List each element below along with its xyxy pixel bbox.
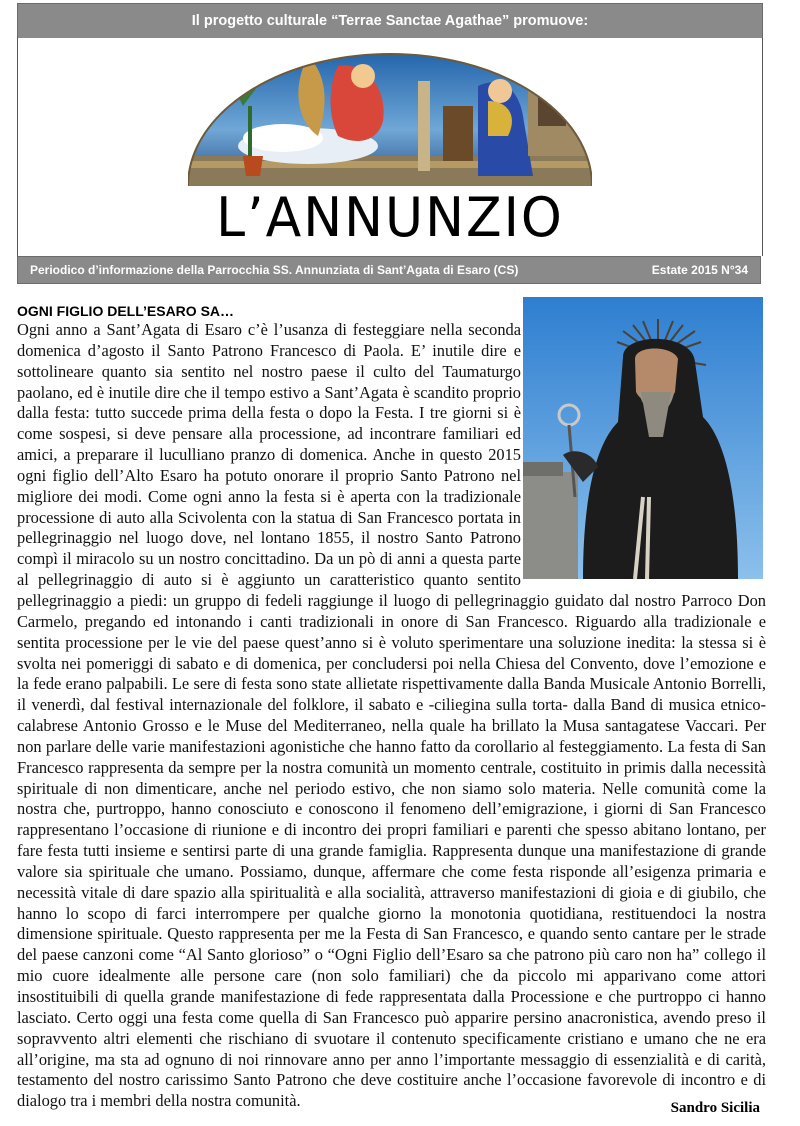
subtitle-banner	[17, 256, 761, 284]
article-author: Sandro Sicilia	[670, 1100, 760, 1116]
article-title: OGNI FIGLIO DELL’ESARO SA…	[17, 303, 235, 319]
annunciation-fresco-image	[188, 46, 592, 186]
masthead	[17, 38, 763, 256]
banner-text: Il progetto culturale “Terrae Sanctae Agathae” promuove:	[191, 13, 589, 29]
top-banner	[17, 3, 763, 39]
issue-label: Estate 2015 N°34	[651, 263, 748, 277]
masthead-title: L’ANNUNZIO	[216, 186, 564, 250]
photo-spacer	[521, 320, 766, 578]
subtitle-text: Periodico d’informazione della Parrocchia SS. Annunziata di Sant’Agata di Esaro (CS)	[30, 263, 519, 277]
article-body-text: Ogni anno a Sant’Agata di Esaro c’è l’usanza di festeggiare nella seconda domenica d’agosto il Santo Patrono Francesco di Paola. E’ inutile dire e sottolineare quanto sia sentito nel nostro paese il culto del Taumaturgo paolano, ed è inutile dire che il tempo estivo a Sant’Agata è scandito proprio dalla festa: tutto succede prima della festa o dopo la Festa. I tre giorni si è come sospesi, si deve pensare alla processione, ad incontrare familiari ed amici, a preparare il luculliano pranzo di domenica. Anche in questo 2015 ogni figlio dell’Alto Esaro ha potuto onorare il proprio Santo Patrono nel migliore dei modi. Come ogni anno la festa si è aperta con la tradizionale processione di auto alla Scivolenta con la statua di San Francesco portata in pellegrinaggio nel luogo dove, nel lontano 1855, il nostro Santo Patrono compì il miracolo su un nostro concittadino. Da un pò di anni a questa parte al pellegrinaggio di auto si è aggiunto un caratteristico quanto sentito pellegrinaggio a piedi: un gruppo di fedeli raggiunge il luogo di pellegrinaggio guidato dal nostro Parroco Don Carmelo, pregando ed intonando i canti tradizionali in onore di San Francesco. Riguardo alla tradizionale e sentita processione per le vie del paese quest’anno si è voluto sperimentare una soluzione inedita: la stessa si è svolta nei pomeriggi di sabato e di domenica, per concludersi poi nella Chiesa del Convento, dove l’emozione e la fede erano palpabili. Le sere di festa sono state allietate rispettivamente dalla Banda Musicale Antonio Borrelli, il venerdì, dal festival internazionale del folklore, il sabato e -ciliegina sulla torta- dalla Band di musica etnico-calabrese Antonio Grosso e le Muse del Mediterraneo, nella quale ha brillato la Musa santagatese Vaccari. Per non parlare delle varie manifestazioni agonistiche che hanno fatto da corollario al festeggiamento. La festa di San Francesco rappresenta da sempre per la nostra comunità un momento centrale, costituito in primis dalla necessità spirituale di non dimenticare, anche nel periodo estivo, che non siamo solo materia. Nelle comunità come la nostra che, purtroppo, hanno conosciuto e conoscono il fenomeno dell’emigrazione, i giorni di San Francesco rappresentano l’occasione di riunione e di incontro dei propri familiari e parenti che spesso abitano lontano, per fare festa tutti insieme e sentirsi parte di una grande famiglia. Rappresenta dunque una manifestazione di grande valore sia spirituale che umano. Possiamo, dunque, affermare che come festa risponde all’esigenza primaria e necessità vitale di dare spazio alla spiritualità e alla socialità, attraverso manifestazioni di gioia e di giubilo, che hanno lo scopo di farci interrompere per qualche giorno la monotonia quotidiana, restituendoci la nostra dimensione spirituale. Questo rappresenta per me la Festa di San Francesco, e quando sento cantare per le strade del paese canzoni come “Al Santo glorioso” o “Ogni Figlio dell’Esaro sa che patrono più caro non ha” collego il mio cuore idealmente alle persone care (non solo familiari) che da piccolo mi apparivano come attori insostituibili di quella grande manifestazione di fede rappresentata dalla Processione e che purtroppo ci hanno lasciato. Certo oggi una festa come quella di San Francesco può apparire persino anacronistica, avendo preso il sopravvento altri elementi che rischiano di svuotare il contenuto specificamente cristiano e umano che ne era all’origine, ma sta ad ognuno di noi rinnovare anno per anno l’importante messaggio di essenzialità e di carità, testamento del nostro carissimo Santo Patrono che deve costituire anche l’occasione favorevole di incontro e di dialogo tra i membri della nostra comunità.	[17, 320, 766, 1111]
article-body	[17, 320, 766, 1112]
